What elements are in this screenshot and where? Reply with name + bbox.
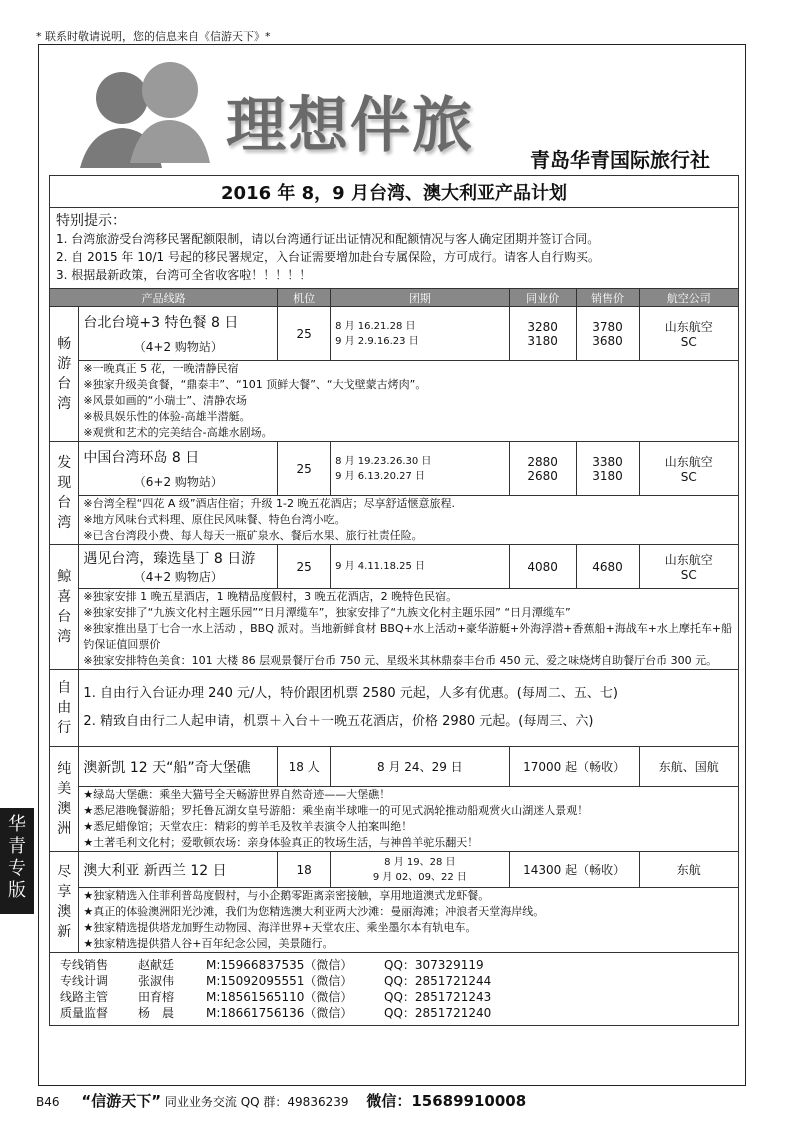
product-sub: （4+2 购物站） <box>133 340 223 354</box>
retail-price: 3380 <box>592 454 623 469</box>
contact-mobile: M:18661756136（微信） <box>206 1006 353 1020</box>
product-notes <box>79 787 739 852</box>
footer <box>36 1090 526 1111</box>
note: ※独家安排了“九族文化村主题乐园”“日月潭缆车”，独家安排了“九族文化村主题乐园” “日月潭缆车” <box>83 606 571 619</box>
note: ※独家升级美食餐，“鼎泰丰”、“101 顶鲜大餐”、“大戈壁蒙古烤肉”。 <box>83 378 427 391</box>
retail-price: 3180 <box>592 468 623 483</box>
contact-name: 张淑伟 <box>138 974 175 988</box>
airline-code: SC <box>680 568 697 582</box>
header-dates: 团期 <box>331 289 510 307</box>
note: ※台湾全程“四花 A 级”酒店住宿；升级 1-2 晚五花酒店；尽享舒适惬意旅程. <box>83 497 456 510</box>
side-tab-label: 华青专版 <box>8 814 26 901</box>
table-row <box>50 747 739 787</box>
header-route: 产品线路 <box>50 289 278 307</box>
note: ★独家精选提供塔龙加野生动物园、海洋世界+天堂农庄、乘坐墨尔本有轨电车。 <box>83 921 477 934</box>
top-note: * 联系时敬请说明，您的信息来自《信游天下》* <box>36 30 271 43</box>
table-row <box>50 442 739 496</box>
trade-price: 2880 <box>527 454 558 469</box>
trade-price: 4080 <box>509 545 576 589</box>
product-name: 遇见台湾，臻选垦丁 8 日游 <box>83 551 256 567</box>
note: ※一晚真正 5 花，一晚清静民宿 <box>83 362 239 375</box>
price: 14300 起（畅收） <box>509 852 639 888</box>
airline: 东航 <box>639 852 738 888</box>
category-label: 畅游台湾 <box>50 307 79 442</box>
airline: 东航、国航 <box>639 747 738 787</box>
seats: 25 <box>278 307 331 361</box>
note: ※风景如画的“小瑞士”、清静农场 <box>83 394 248 407</box>
contact-qq: QQ：2851721243 <box>384 990 492 1004</box>
contact-mobile: M:15966837535（微信） <box>206 958 353 972</box>
airline: 山东航空 <box>664 320 713 334</box>
notice-item: 1. 台湾旅游受台湾移民署配额限制，请以台湾通行证出证情况和配额情况与客人确定团期并签订合同。 <box>56 232 600 246</box>
product-name: 澳大利亚 新西兰 12 日 <box>79 852 278 888</box>
wechat-number: 15689910008 <box>411 1092 527 1110</box>
date: 9 月 6.13.20.27 日 <box>335 470 426 482</box>
date: 8 月 19.23.26.30 日 <box>335 455 432 467</box>
wechat-label: 微信： <box>366 1092 412 1110</box>
retail-price: 4680 <box>576 545 639 589</box>
footer-text: 同业业务交流 QQ 群：49836239 <box>164 1095 349 1109</box>
trade-price: 3280 <box>527 319 558 334</box>
contact-name: 赵献廷 <box>138 958 175 972</box>
product-name: 台北台境+3 特色餐 8 日 <box>83 315 239 331</box>
contact-qq: QQ：2851721240 <box>384 1006 492 1020</box>
note: ※独家推出垦丁七合一水上活动 ，BBQ 派对。当地新鲜食材 BBQ+水上活动+豪华游艇+外海浮潜+香蕉船+海战车+水上摩托车+船钓保证值回票价 <box>83 622 733 651</box>
date: 9 月 02、09、22 日 <box>372 871 467 883</box>
note: ★悉尼蜡像馆；天堂农庄：精彩的剪羊毛及牧羊表演令人拍案叫绝！ <box>83 820 413 833</box>
date: 8 月 16.21.28 日 <box>335 320 416 332</box>
airline: 山东航空 <box>664 553 713 567</box>
footer-brand: “信游天下” <box>81 1092 162 1110</box>
contact-name: 杨 晨 <box>138 1006 175 1020</box>
contacts-table <box>56 957 732 1021</box>
category-label: 尽享澳新 <box>50 852 79 953</box>
note: ※地方风味台式料理、原住民风味餐、特色台湾小吃。 <box>83 513 346 526</box>
table-row <box>50 670 739 747</box>
note: ★真正的体验澳洲阳光沙滩，我们为您精选澳大利亚两大沙滩：曼丽海滩；冲浪者天堂海岸线。 <box>83 905 545 918</box>
price: 17000 起（畅收） <box>509 747 639 787</box>
note: ★土著毛利文化村；爱歌顿农场：亲身体验真正的牧场生活，与神兽羊驼乐翻天！ <box>83 836 479 849</box>
note: ※观赏和艺术的完美结合-高雄水剧场。 <box>83 426 273 439</box>
table-row <box>50 307 739 361</box>
side-tab <box>0 808 34 914</box>
product-sub: （4+2 购物店） <box>133 570 223 584</box>
category-label: 自由行 <box>50 670 79 747</box>
product-name: 澳新凯 12 天“船”奇大堡礁 <box>79 747 278 787</box>
note: ※已含台湾段小费、每人每天一瓶矿泉水、餐后水果、旅行社责任险。 <box>83 529 423 542</box>
product-notes <box>79 361 739 442</box>
contact-role: 专线计调 <box>60 974 109 988</box>
page-title: 2016 年 8，9 月台湾、澳大利亚产品计划 <box>50 176 739 208</box>
seats: 18 人 <box>278 747 331 787</box>
product-sub: （6+2 购物站） <box>133 475 223 489</box>
notice-box <box>50 208 739 289</box>
note: ★独家精选入住菲利普岛度假村，与小企鹅零距离亲密接触，享用地道澳式龙虾餐。 <box>83 889 490 902</box>
contact-role: 线路主管 <box>60 990 109 1004</box>
date: 9 月 2.9.16.23 日 <box>335 335 419 347</box>
contact-qq: QQ：2851721244 <box>384 974 492 988</box>
contact-row <box>56 1005 732 1021</box>
contact-mobile: M:15092095551（微信） <box>206 974 353 988</box>
table-header <box>50 289 739 307</box>
free-item: 2. 精致自由行二人起申请，机票＋入台＋一晚五花酒店，价格 2980 元起。(每周三、六) <box>83 714 594 729</box>
company-name: 青岛华青国际旅行社 <box>530 148 710 172</box>
product-notes <box>79 888 739 953</box>
seats: 25 <box>278 442 331 496</box>
seats: 18 <box>278 852 331 888</box>
product-table <box>49 175 739 1026</box>
category-label: 纯美澳洲 <box>50 747 79 852</box>
notice-item: 3. 根据最新政策，台湾可全省收客啦！！！！！ <box>56 268 312 282</box>
contacts-box <box>50 953 739 1026</box>
contact-row <box>56 957 732 973</box>
contact-qq: QQ：307329119 <box>384 958 484 972</box>
note: ※独家安排特色美食：101 大楼 86 层观景餐厅台币 750 元、星级米其林鼎泰丰台币 450 元、爱之味烧烤自助餐厅台币 300 元。 <box>83 654 718 667</box>
header-retail: 销售价 <box>576 289 639 307</box>
product-name: 中国台湾环岛 8 日 <box>83 450 200 466</box>
date: 8 月 24、29 日 <box>331 747 510 787</box>
page-number: B46 <box>36 1095 60 1109</box>
table-row <box>50 852 739 888</box>
note: ★悉尼港晚餐游船；罗托鲁瓦湖女皇号游船：乘坐南半球唯一的可见式涡轮推动船观赏火山湖迷人景观！ <box>83 804 589 817</box>
retail-price: 3680 <box>592 333 623 348</box>
product-notes <box>79 589 739 670</box>
contact-role: 专线销售 <box>60 958 109 972</box>
category-label: 鲸喜台湾 <box>50 545 79 670</box>
notice-item: 2. 自 2015 年 10/1 号起的移民署规定，入台证需要增加赴台专属保险，方可成行。请客人自行购买。 <box>56 250 601 264</box>
brand-logo-text: 理想伴旅 <box>226 91 474 161</box>
people-logo-icon <box>70 58 220 173</box>
note: ★独家精选提供猎人谷+百年纪念公园，美景随行。 <box>83 937 334 950</box>
seats: 25 <box>278 545 331 589</box>
airline: 山东航空 <box>664 455 713 469</box>
header-trade: 同业价 <box>509 289 576 307</box>
retail-price: 3780 <box>592 319 623 334</box>
contact-role: 质量监督 <box>60 1006 109 1020</box>
note: ★绿岛大堡礁：乘坐大猫号全天畅游世界自然奇迹——大堡礁！ <box>83 788 391 801</box>
airline-code: SC <box>680 335 697 349</box>
contact-name: 田育榕 <box>138 990 175 1004</box>
contact-mobile: M:18561565110（微信） <box>206 990 353 1004</box>
table-row <box>50 545 739 589</box>
date: 9 月 4.11.18.25 日 <box>331 545 510 589</box>
notice-heading: 特别提示： <box>56 213 126 229</box>
product-notes <box>79 496 739 545</box>
note: ※独家安排 1 晚五星酒店，1 晚精品度假村，3 晚五花酒店，2 晚特色民宿。 <box>83 590 458 603</box>
contact-row <box>56 973 732 989</box>
header-seats: 机位 <box>278 289 331 307</box>
free-item: 1. 自由行入台证办理 240 元/人，特价跟团机票 2580 元起，人多有优惠。(每周二、五、七) <box>83 686 618 701</box>
airline-code: SC <box>680 470 697 484</box>
contact-row <box>56 989 732 1005</box>
note: ※极具娱乐性的体验-高雄半潜艇。 <box>83 410 251 423</box>
trade-price: 3180 <box>527 333 558 348</box>
header-airline: 航空公司 <box>639 289 738 307</box>
category-label: 发现台湾 <box>50 442 79 545</box>
date: 8 月 19、28 日 <box>384 856 456 868</box>
trade-price: 2680 <box>527 468 558 483</box>
